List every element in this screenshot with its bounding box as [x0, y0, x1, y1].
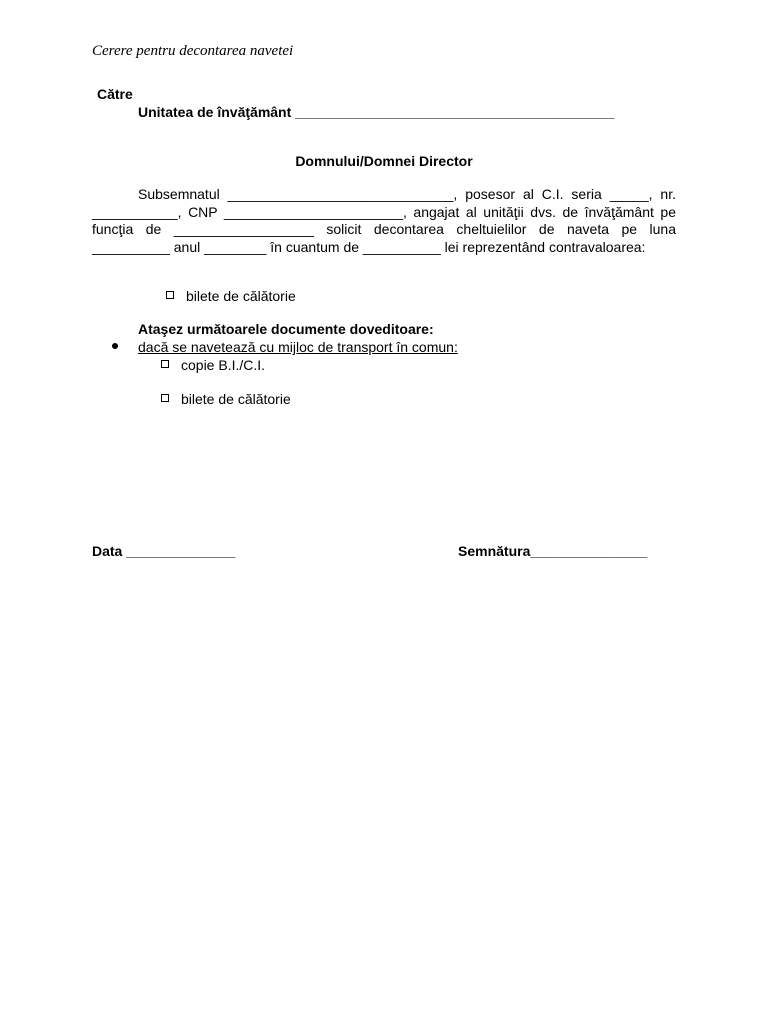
attachments-heading: Ataşez următoarele documente doveditoare: [138, 321, 434, 337]
option-tickets [166, 288, 296, 304]
attachments-bullet-text: dacă se navetează cu mijloc de transport în comun: [138, 339, 458, 355]
attachment-item-id-copy [161, 357, 265, 373]
option-tickets-label: bilete de călătorie [186, 288, 296, 304]
request-body-paragraph: Subsemnatul _____________________________, posesor al C.I. seria _____, nr. ___________, CNP _______________________, angajat al unităţii dvs. de învăţământ pe funcţia de __________________ solicit decontarea cheltuielilor de naveta pe luna __________ anul ________ în cuantum de __________ lei reprezentând contravaloarea: [92, 186, 676, 256]
checkbox-square-icon [166, 291, 174, 299]
recipient-label: Către [97, 86, 133, 102]
document-title: Cerere pentru decontarea navetei [92, 43, 294, 59]
checkbox-square-icon [161, 360, 169, 368]
school-unit-line: Unitatea de învăţământ _________________________________________ [138, 104, 615, 120]
date-field: Data ______________ [92, 543, 236, 559]
attachments-bullet [112, 339, 458, 355]
addressee-heading: Domnului/Domnei Director [295, 153, 473, 169]
attachment-item-label: bilete de călătorie [181, 391, 291, 407]
attachment-item-label: copie B.I./C.I. [181, 357, 266, 373]
checkbox-square-icon [161, 394, 169, 402]
bullet-dot-icon [112, 343, 118, 349]
attachment-item-tickets [161, 391, 291, 407]
signature-field: Semnătura_______________ [458, 543, 648, 559]
